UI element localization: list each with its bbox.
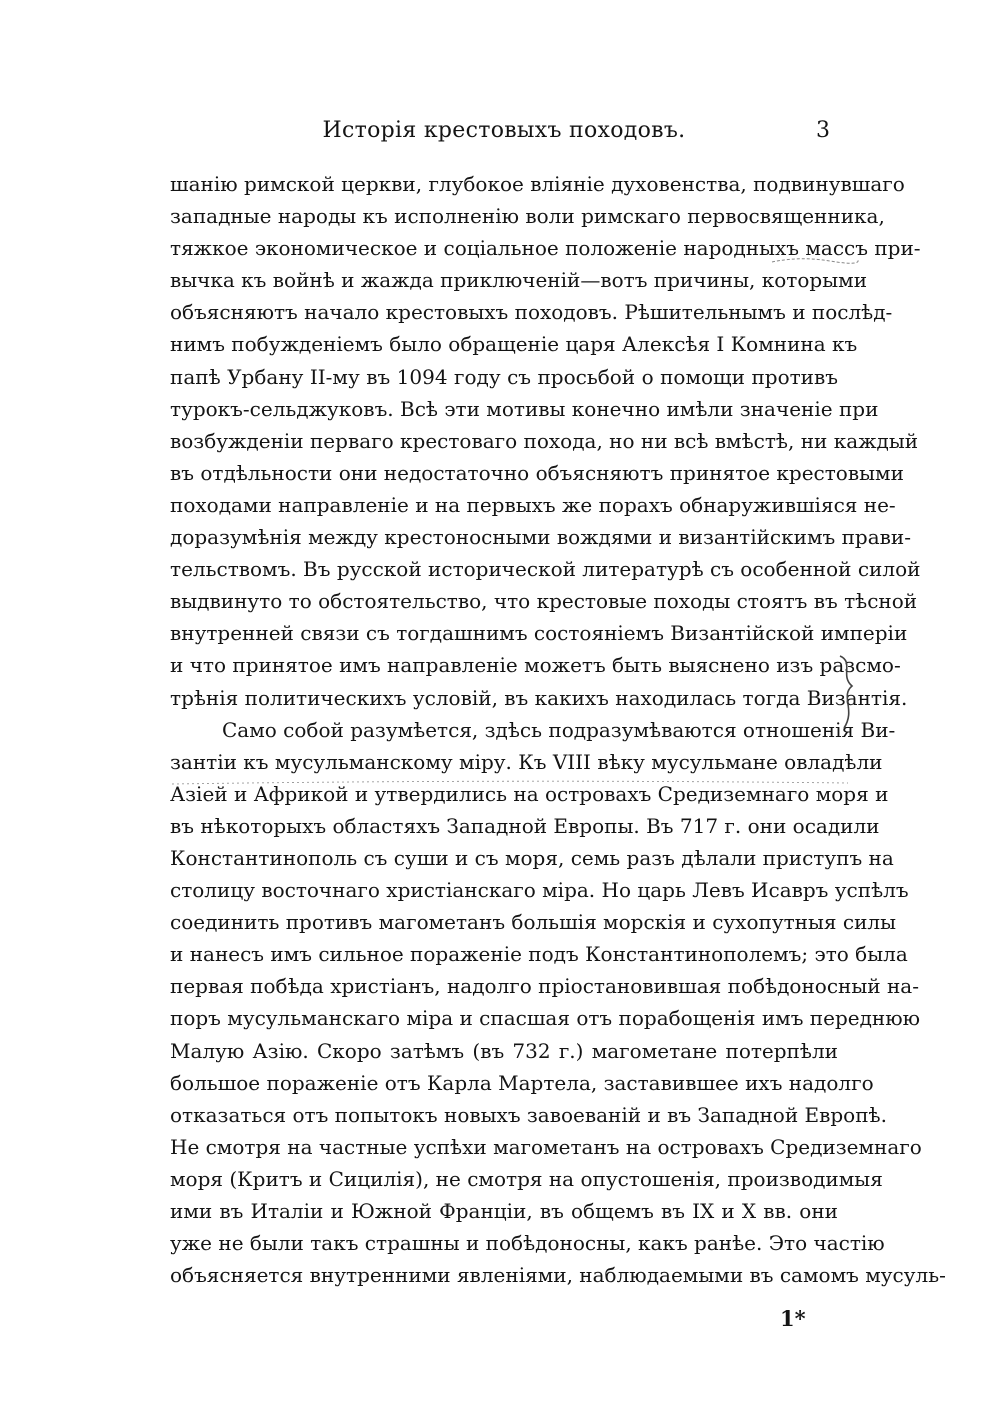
text-line: Азіей и Африкой и утвердились на островахъ Средиземнаго моря и	[170, 781, 889, 806]
text-line: Константинополь съ суши и съ моря, семь разъ дѣлали приступъ на	[170, 845, 894, 870]
text-line: въ нѣкоторыхъ областяхъ Западной Европы. Въ 717 г. они осадили	[170, 813, 880, 838]
signature-mark: 1*	[780, 1306, 806, 1331]
text-line: столицу восточнаго христіанскаго міра. Но царь Левъ Исавръ успѣлъ	[170, 878, 909, 903]
text-line: большое пораженіе отъ Карла Мартела, заставившее ихъ надолго	[170, 1070, 874, 1095]
text-line: походами направленіе и на первыхъ же порахъ обнаружившіяся не-	[170, 492, 896, 517]
running-title: Исторія крестовыхъ походовъ.	[322, 118, 686, 143]
text-line: въ отдѣльности они недостаточно объясняютъ принятое крестовыми	[170, 460, 904, 485]
text-line: первая побѣда христіанъ, надолго пріостановившая побѣдоносный на-	[170, 974, 919, 999]
body-text	[170, 168, 946, 1291]
text-line: и нанесъ имъ сильное пораженіе подъ Константинополемъ; это была	[170, 942, 908, 967]
text-line: Не смотря на частные успѣхи магометанъ на островахъ Средиземнаго	[170, 1134, 922, 1159]
paragraph-start-line: Само собой разумѣется, здѣсь подразумѣваются отношенія Ви-	[222, 717, 896, 742]
text-line: западные народы къ исполненію воли римскаго первосвященника,	[170, 204, 885, 229]
text-line: возбужденіи перваго крестоваго похода, но ни всѣ вмѣстѣ, ни каждый	[170, 428, 919, 453]
text-line: объясняютъ начало крестовыхъ походовъ. Рѣшительнымъ и послѣд-	[170, 300, 893, 325]
text-line: турокъ-сельджуковъ. Всѣ эти мотивы конечно имѣли значеніе при	[170, 396, 879, 421]
text-line: шанію римской церкви, глубокое вліяніе духовенства, подвинувшаго	[170, 172, 905, 196]
text-line: Малую Азію. Скоро затѣмъ (въ 732 г.) магометане потерпѣли	[170, 1038, 838, 1063]
text-line: выдвинуто то обстоятельство, что крестовые походы стоятъ въ тѣсной	[170, 589, 918, 614]
text-line: объясняется внутренними явленіями, наблюдаемыми въ самомъ мусуль-	[170, 1263, 946, 1288]
text-line: и что принятое имъ направленіе можетъ быть выяснено изъ разсмо-	[170, 653, 901, 678]
paragraph-end-line: трѣнія политическихъ условій, въ какихъ находилась тогда Византія.	[170, 685, 908, 710]
text-line: моря (Критъ и Сицилія), не смотря на опустошенія, производимыя	[170, 1166, 883, 1191]
text-line: вычка къ войнѣ и жажда приключеній—вотъ причины, которыми	[170, 268, 868, 293]
text-line: папѣ Урбану II-му въ 1094 году съ просьбой о помощи противъ	[170, 364, 838, 389]
text-line: тельствомъ. Въ русской исторической литературѣ съ особенной силой	[170, 557, 921, 582]
text-line: нимъ побужденіемъ было обращеніе царя Алексѣя I Комнина къ	[170, 332, 858, 357]
page-number: 3	[816, 118, 830, 143]
text-line: отказаться отъ попытокъ новыхъ завоеваній и въ Западной Европѣ.	[170, 1102, 887, 1127]
text-line: доразумѣнія между крестоносными вождями и византійскимъ прави-	[170, 525, 911, 550]
text-line: соединить противъ магометанъ большія морскія и сухопутныя силы	[170, 910, 897, 935]
text-line: уже не были такъ страшны и побѣдоносны, какъ ранѣе. Это частію	[170, 1231, 885, 1256]
text-line: поръ мусульманскаго міра и спасшая отъ порабощенія имъ переднюю	[170, 1006, 921, 1031]
text-line: тяжкое экономическое и соціальное положеніе народныхъ массъ при-	[170, 236, 921, 261]
running-head	[170, 118, 838, 148]
text-line: ими въ Италіи и Южной Франціи, въ общемъ въ IX и X вв. они	[170, 1199, 838, 1223]
text-line: внутренней связи съ тогдашнимъ состояніемъ Византійской имперіи	[170, 621, 908, 646]
text-line: зантіи къ мусульманскому міру. Къ VIII вѣку мусульмане овладѣли	[170, 749, 883, 774]
